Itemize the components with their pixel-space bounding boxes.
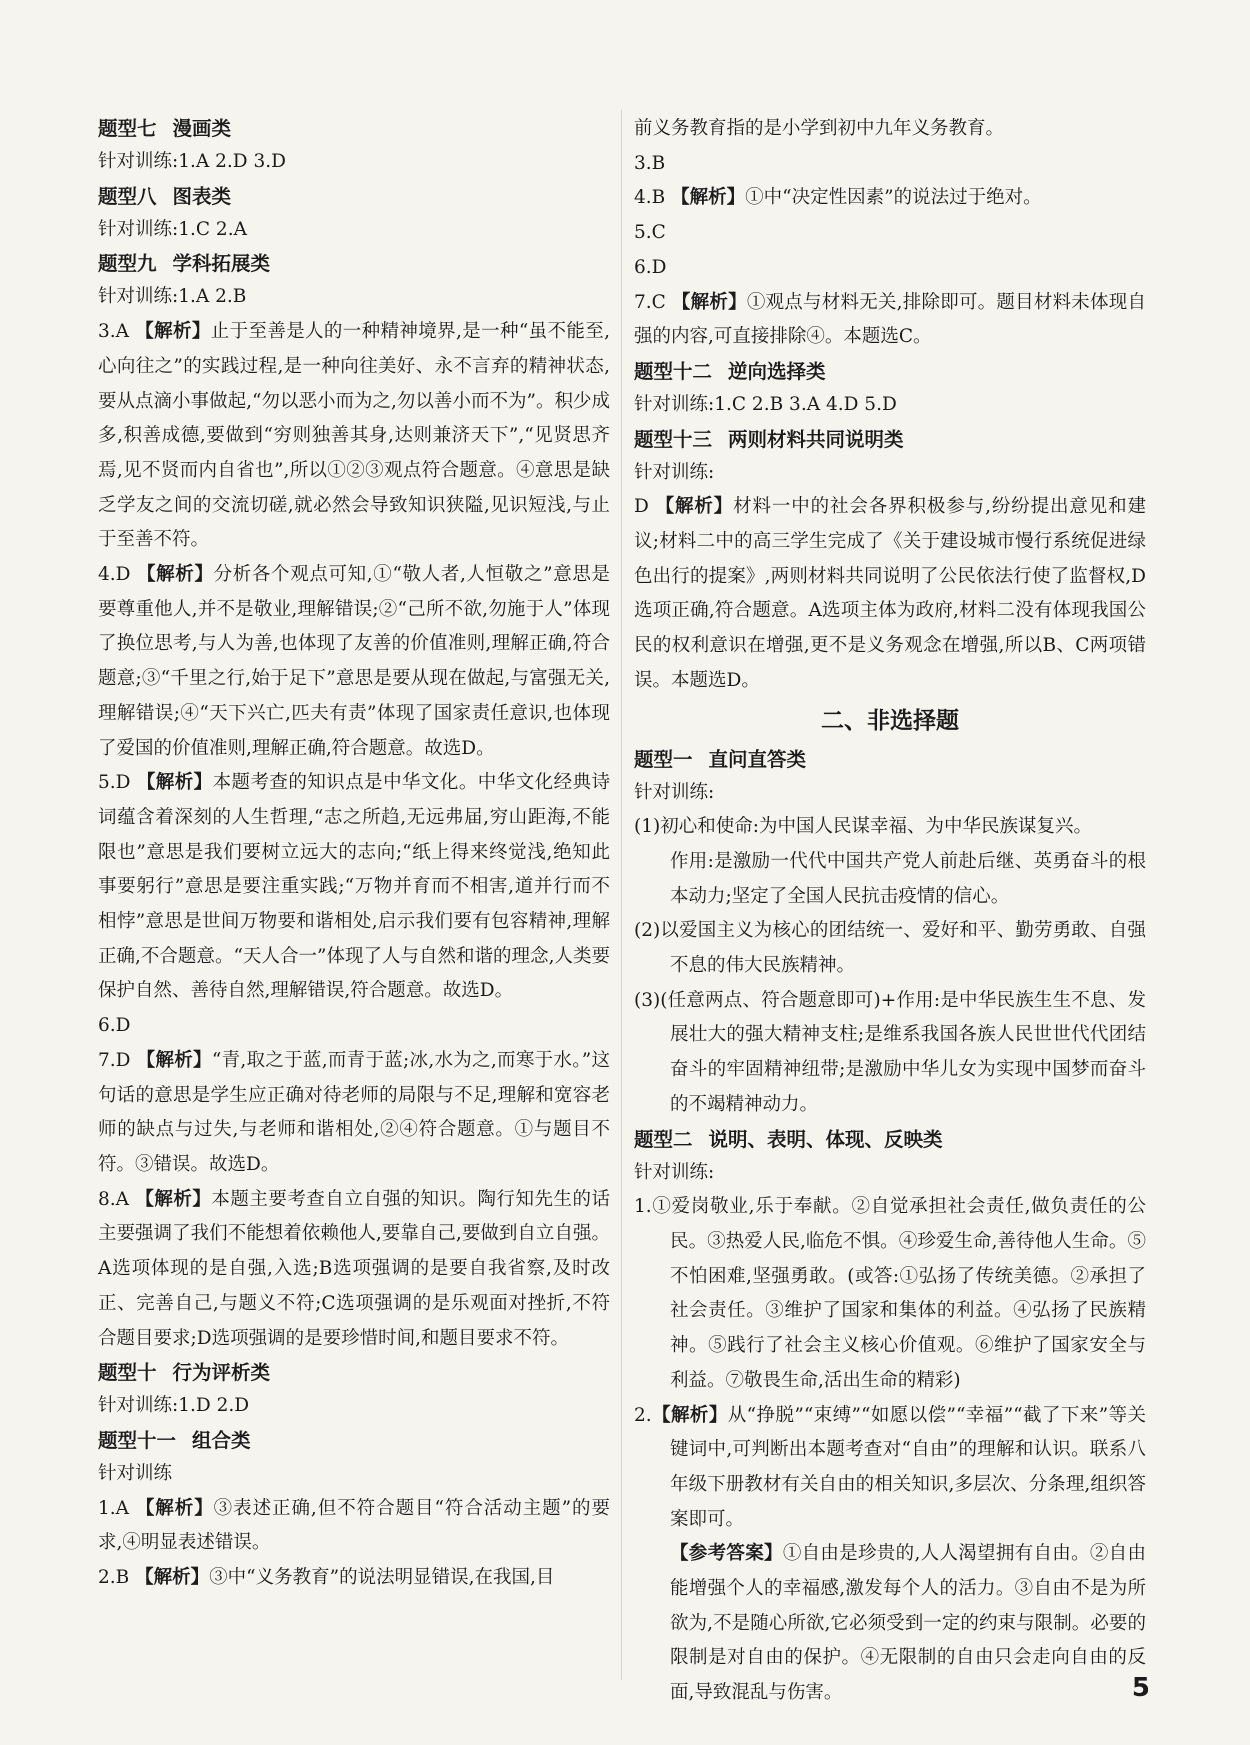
answer-item: 8.A 【解析】本题主要考查自立自强的知识。陶行知先生的话主要强调了我们不能想着依赖他人,要靠自己,要做到自立自强。A选项体现的是自强,入选;B选项强调的是要自我省察,及时改正、完善自己,与题义不符;C选项强调的是乐观面对挫折,不符合题目要求;D选项强调的是要珍惜时间,和题目要求不符。 bbox=[98, 1188, 610, 1349]
answer-item: 4.B 【解析】①中“决定性因素”的说法过于绝对。 bbox=[634, 187, 1042, 209]
section-heading: 题型十二 逆向选择类 bbox=[634, 359, 826, 383]
answer-item: 6.D bbox=[634, 256, 667, 278]
section-heading: 题型十 行为评析类 bbox=[98, 1361, 271, 1385]
answer-item: 1.①爱岗敬业,乐于奉献。②自觉承担社会责任,做负责任的公民。③热爱人民,临危不惧。④珍爱生命,善待他人生命。⑤不怕困难,坚强勇敢。(或答:①弘扬了传统美德。②承担了社会责任。③维护了国家和集体的利益。④弘扬了民族精神。⑤践行了社会主义核心价值观。⑥维护了国家安全与利益。⑦敬畏生命,活出生命的精彩) bbox=[634, 1196, 1146, 1391]
part-title: 二、非选择题 bbox=[821, 707, 959, 734]
answer-item: (1)初心和使命:为中国人民谋幸福、为中华民族谋复兴。 bbox=[634, 816, 1092, 838]
drill-answers: 针对训练:1.C 2.A bbox=[98, 218, 247, 240]
drill-answers: 针对训练:1.A 2.D 3.D bbox=[98, 151, 286, 172]
section-heading: 题型二 说明、表明、体现、反映类 bbox=[634, 1127, 943, 1151]
drill-answers: 针对训练:1.C 2.B 3.A 4.D 5.D bbox=[634, 393, 897, 415]
answer-item: 4.D 【解析】分析各个观点可知,①“敬人者,人恒敬之”意思是要尊重他人,并不是敬业,理解错误;②“己所不欲,勿施于人”体现了换位思考,与人为善,也体现了友善的价值准则,理解正确,符合题意;③“千里之行,始于足下”意思是要从现在做起,与富强无关,理解错误;④“天下兴亡,匹夫有责”体现了国家责任意识,也体现了爱国的价值准则,理解正确,符合题意。故选D。 bbox=[98, 564, 610, 759]
answer-item: 5.D 【解析】本题考查的知识点是中华文化。中华文化经典诗词蕴含着深刻的人生哲理,“志之所趋,无远弗届,穷山距海,不能限也”意思是我们要树立远大的志向;“纸上得来终觉浅,绝知此事要躬行”意思是要注重实践;“万物并育而不相害,道并行而不相悖”意思是世间万物要和谐相处,启示我们要有包容精神,理解正确,不合题意。“天人合一”体现了人与自然和谐的理念,人类要保护自然、善待自然,理解错误,符合题意。故选D。 bbox=[98, 772, 610, 1002]
section-heading: 题型一 直问直答类 bbox=[634, 747, 807, 771]
answer-item: (2)以爱国主义为核心的团结统一、爱好和平、勤劳勇敢、自强不息的伟大民族精神。 bbox=[634, 920, 1146, 977]
answer-item: D 【解析】材料一中的社会各界积极参与,纷纷提出意见和建议;材料二中的高三学生完成了《关于建设城市慢行系统促进绿色出行的提案》,两则材料共同说明了公民依法行使了监督权,D选项正确,符合题意。A选项主体为政府,材料二没有体现我国公民的权利意识在增强,更不是义务观念在增强,所以B、C两项错误。本题选D。 bbox=[634, 496, 1146, 691]
continued-text: 前义务教育指的是小学到初中九年义务教育。 bbox=[634, 118, 1005, 139]
section-heading: 题型十一 组合类 bbox=[98, 1428, 251, 1452]
answer-item: (3)(任意两点、符合题意即可)+作用:是中华民族生生不息、发展壮大的强大精神支柱;是维系我国各族人民世世代代团结奋斗的牢固精神纽带;是激励中华儿女为实现中国梦而奋斗的不竭精神动力。 bbox=[634, 989, 1146, 1115]
column-divider bbox=[621, 110, 622, 1680]
drill-answers: 针对训练:1.A 2.B bbox=[98, 286, 247, 308]
drill-answers: 针对训练: bbox=[634, 461, 715, 483]
answer-item: 5.C bbox=[634, 222, 666, 244]
right-column bbox=[634, 112, 1146, 1711]
section-heading: 题型九 学科拓展类 bbox=[98, 252, 271, 276]
answer-item: 6.D bbox=[98, 1015, 131, 1037]
answer-item: 【参考答案】①自由是珍贵的,人人渴望拥有自由。②自由能增强个人的幸福感,激发每个人的活力。③自由不是为所欲为,不是随心所欲,它必须受到一定的约束与限制。必要的限制是对自由的保护。④无限制的自由只会走向自由的反面,导致混乱与伤害。 bbox=[670, 1543, 1146, 1704]
drill-answers: 针对训练:1.D 2.D bbox=[98, 1395, 250, 1417]
answer-item: 2.【解析】从“挣脱”“束缚”“如愿以偿”“幸福”“截了下来”等关键词中,可判断出本题考查对“自由”的理解和认识。联系八年级下册教材有关自由的相关知识,多层次、分条理,组织答案即可。 bbox=[634, 1404, 1146, 1530]
answer-item: 2.B 【解析】③中“义务教育”的说法明显错误,在我国,目 bbox=[98, 1567, 555, 1589]
answer-item: 3.A 【解析】止于至善是人的一种精神境界,是一种“虽不能至,心向往之”的实践过程,是一种向往美好、永不言弃的精神状态,要从点滴小事做起,“勿以恶小而为之,勿以善小而不为”。积少成多,积善成德,要做到“穷则独善其身,达则兼济天下”,“见贤思齐焉,见不贤而内自省也”,所以①②③观点符合题意。④意思是缺乏学友之间的交流切磋,就必然会导致知识狭隘,见识短浅,与止于至善不符。 bbox=[98, 321, 610, 551]
page-number: 5 bbox=[1131, 1673, 1150, 1703]
section-heading: 题型七 漫画类 bbox=[98, 117, 232, 140]
answer-item: 1.A 【解析】③表述正确,但不符合题目“符合活动主题”的要求,④明显表述错误。 bbox=[98, 1497, 610, 1554]
answer-item: 作用:是激励一代代中国共产党人前赴后继、英勇奋斗的根本动力;坚定了全国人民抗击疫情的信心。 bbox=[670, 850, 1146, 907]
drill-answers: 针对训练: bbox=[634, 1161, 715, 1183]
drill-answers: 针对训练 bbox=[98, 1462, 173, 1484]
answer-item: 3.B bbox=[634, 152, 666, 174]
section-heading: 题型八 图表类 bbox=[98, 184, 232, 208]
answer-item: 7.D 【解析】“青,取之于蓝,而青于蓝;冰,水为之,而寒于水。”这句话的意思是学生应正确对待老师的局限与不足,理解和宽容老师的缺点与过失,与老师和谐相处,②④符合题意。①与题目不符。③错误。故选D。 bbox=[98, 1049, 610, 1175]
section-heading: 题型十三 两则材料共同说明类 bbox=[634, 427, 904, 451]
answer-item: 7.C 【解析】①观点与材料无关,排除即可。题目材料未体现自强的内容,可直接排除④。本题选C。 bbox=[634, 291, 1146, 348]
left-column bbox=[98, 112, 610, 1596]
drill-answers: 针对训练: bbox=[634, 781, 715, 803]
